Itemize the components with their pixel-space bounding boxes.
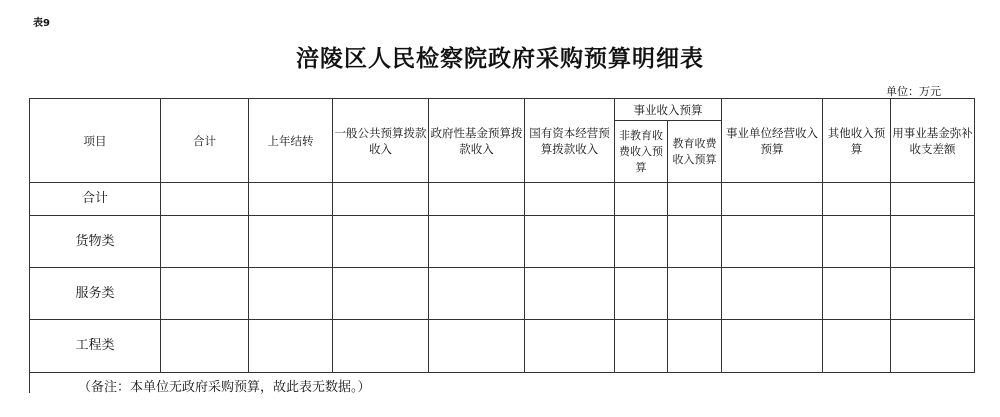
header-education-fee: 教育收费收入预算 [668,121,722,183]
table-cell [429,268,525,320]
header-carryover: 上年结转 [249,99,333,183]
table-cell [722,216,823,268]
table-cell [823,320,891,373]
table-cell [429,216,525,268]
footnote: （备注：本单位无政府采购预算，故此表无数据。） [78,380,371,395]
table-cell [722,183,823,216]
table-cell [668,216,722,268]
table-cell [333,216,429,268]
table-cell [891,320,975,373]
table-cell [891,268,975,320]
table-cell [668,268,722,320]
table-cell [615,320,668,373]
table-cell [525,183,615,216]
table-cell [615,268,668,320]
header-business-income-group: 事业收入预算 [615,99,722,121]
table-cell [333,268,429,320]
unit-label: 单位：万元 [886,85,941,98]
table-cell [668,183,722,216]
table-cell [525,216,615,268]
header-fund-budget: 政府性基金预算拨款收入 [429,99,525,183]
table-cell [525,320,615,373]
table-cell [615,216,668,268]
table-cell [161,320,249,373]
table-cell [722,268,823,320]
table-cell [333,320,429,373]
table-cell [823,216,891,268]
table-cell [891,216,975,268]
row-label-total: 合计 [30,183,161,216]
table-cell [333,183,429,216]
table-left-border-extension [29,373,30,393]
page-title: 涪陵区人民检察院政府采购预算明细表 [296,46,704,72]
table-cell [161,268,249,320]
row-label-construction: 工程类 [30,320,161,373]
table-cell [161,216,249,268]
header-other-income: 其他收入预算 [823,99,891,183]
header-non-education-fee: 非教育收费收入预算 [615,121,668,183]
table-cell [525,268,615,320]
header-operating-income: 事业单位经营收入预算 [722,99,823,183]
table-cell [249,216,333,268]
table-cell [891,183,975,216]
table-number: 表9 [33,18,50,29]
table-cell [823,268,891,320]
table-cell [249,183,333,216]
table-cell [615,183,668,216]
row-label-services: 服务类 [30,268,161,320]
header-item: 项目 [30,99,161,183]
table-cell [722,320,823,373]
table-cell [161,183,249,216]
header-general-budget: 一般公共预算拨款收入 [333,99,429,183]
row-label-goods: 货物类 [30,216,161,268]
header-total: 合计 [161,99,249,183]
table-cell [823,183,891,216]
table-cell [249,268,333,320]
table-cell [429,320,525,373]
header-state-capital: 国有资本经营预算拨款收入 [525,99,615,183]
table-cell [429,183,525,216]
table-cell [249,320,333,373]
budget-table [29,98,975,373]
table-cell [668,320,722,373]
header-fund-balance: 用事业基金弥补收支差额 [891,99,975,183]
